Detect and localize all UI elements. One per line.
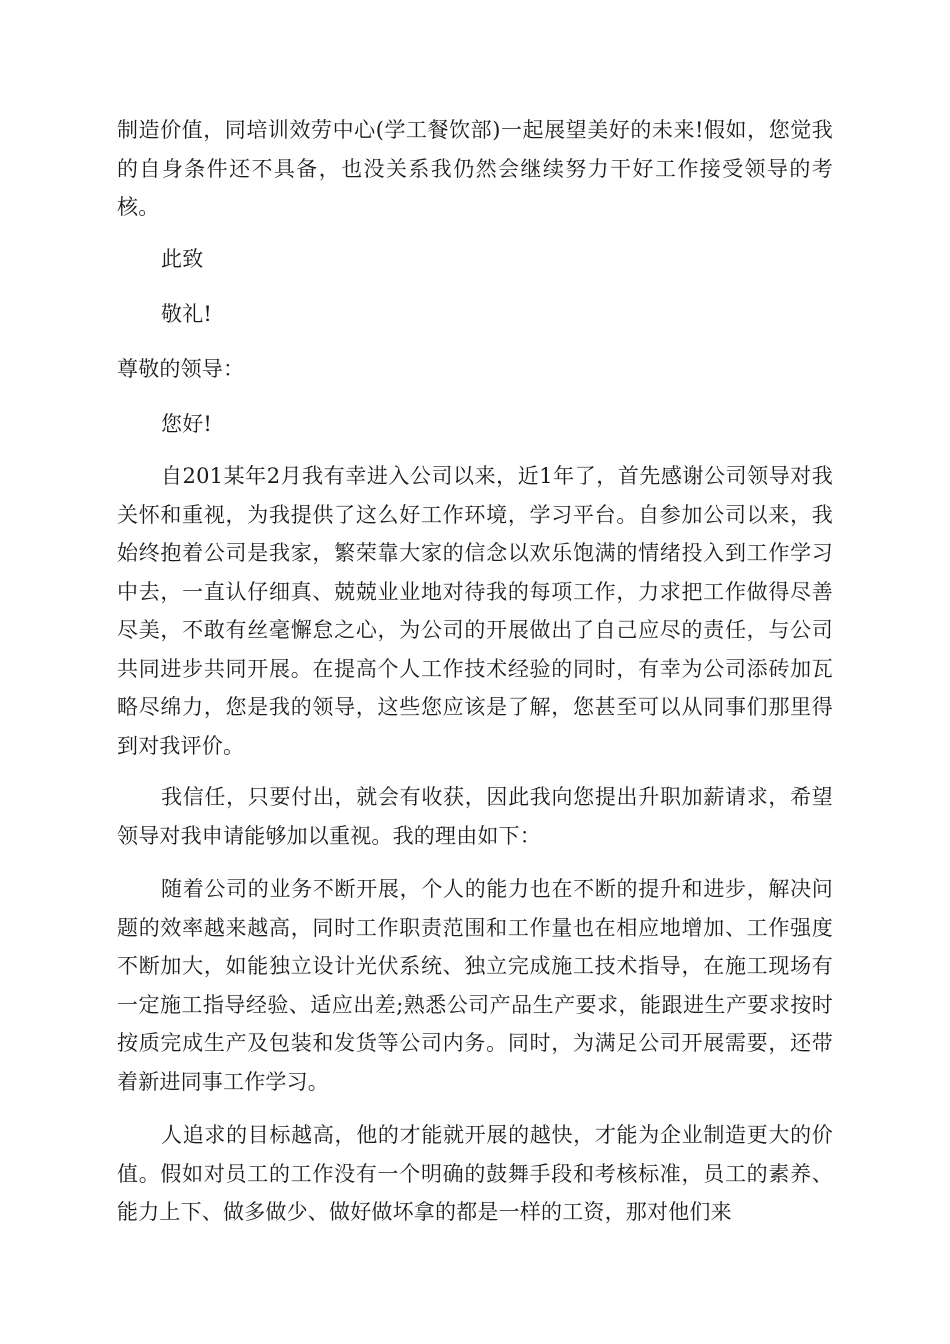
paragraph-closing-remark: 制造价值，同培训效劳中心(学工餐饮部)一起展望美好的未来!假如，您觉我的自身条件还不具备，也没关系我仍然会继续努力干好工作接受领导的考核。	[117, 118, 833, 219]
paragraph-motivation: 人追求的目标越高，他的才能就开展的越快，才能为企业制造更大的价值。假如对员工的工作没有一个明确的鼓舞手段和考核标准，员工的素养、能力上下、做多做少、做好做坏拿的都是一样的工资，那对他们来	[117, 1123, 833, 1224]
paragraph-salutation-jingli: 敬礼!	[161, 302, 213, 326]
paragraph-introduction: 自201某年2月我有幸进入公司以来，近1年了，首先感谢公司领导对我关怀和重视，为我提供了这么好工作环境，学习平台。自参加公司以来，我始终抱着公司是我家，繁荣靠大家的信念以欢乐饱满的情绪投入到工作学习中去，一直认仔细真、兢兢业业地对待我的每项工作，力求把工作做得尽善尽美，不敢有丝毫懈怠之心，为公司的开展做出了自己应尽的责任，与公司共同进步共同开展。在提高个人工作技术经验的同时，有幸为公司添砖加瓦略尽绵力，您是我的领导，这些您应该是了解，您甚至可以从同事们那里得到对我评价。	[117, 464, 833, 758]
paragraph-greeting-hello: 您好!	[161, 412, 213, 436]
paragraph-request: 我信任，只要付出，就会有收获，因此我向您提出升职加薪请求，希望领导对我申请能够加以重视。我的理由如下：	[117, 785, 833, 848]
paragraph-greeting-recipient: 尊敬的领导：	[117, 357, 245, 381]
paragraph-salutation-cizhi: 此致	[161, 247, 204, 271]
paragraph-reasons: 随着公司的业务不断开展，个人的能力也在不断的提升和进步，解决问题的效率越来越高，同时工作职责范围和工作量也在相应地增加、工作强度不断加大，如能独立设计光伏系统、独立完成施工技术指导，在施工现场有一定施工指导经验、适应出差;熟悉公司产品生产要求，能跟进生产要求按时按质完成生产及包装和发货等公司内务。同时，为满足公司开展需要，还带着新进同事工作学习。	[117, 877, 833, 1094]
